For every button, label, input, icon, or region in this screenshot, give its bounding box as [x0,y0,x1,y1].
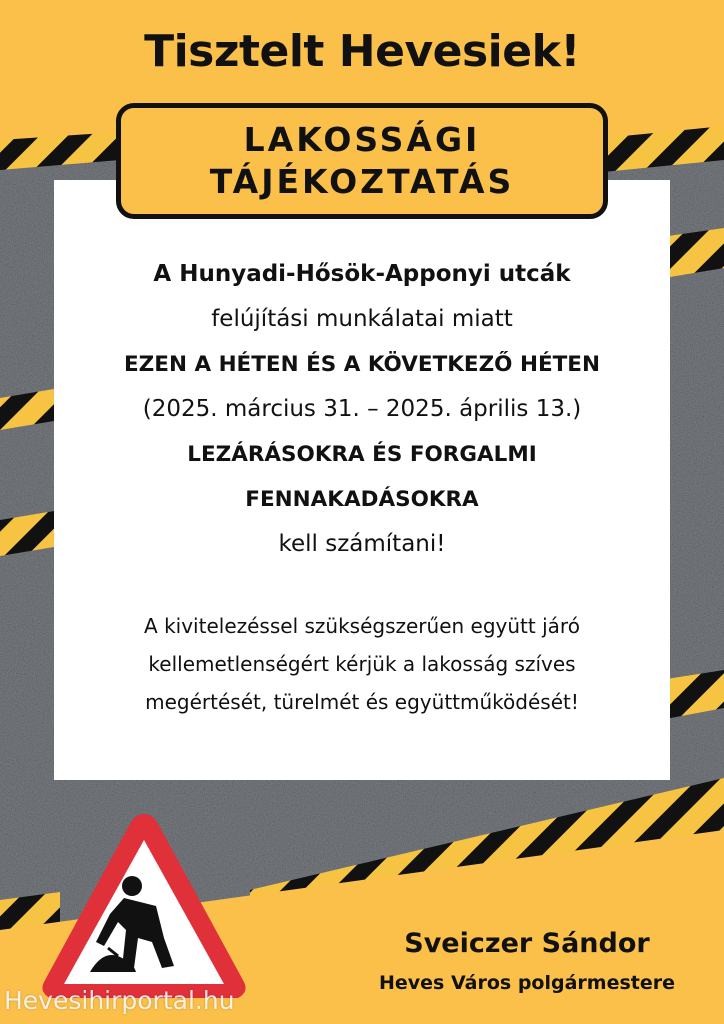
notice-period: EZEN A HÉTEN ÉS A KÖVETKEZŐ HÉTEN [124,352,600,377]
roadwork-warning-icon [38,806,250,1006]
notice-dates: (2025. március 31. – 2025. április 13.) [142,396,582,422]
page-title: Tisztelt Hevesiek! [144,26,580,77]
notice-paragraph-line2: kellemetlenségért kérjük a lakosság szíves [148,652,576,676]
signature-name: Sveiczer Sándor [404,928,650,959]
notice-label-box [116,103,608,219]
notice-label-line1: LAKOSSÁGI [243,120,481,159]
notice-closures: LEZÁRÁSOKRA ÉS FORGALMI [187,442,537,467]
notice-paragraph-line3: megértését, türelmét és együttműködését! [145,690,579,714]
notice-paragraph-line1: A kivitelezéssel szükségszerűen együtt járó [144,614,580,638]
signature-block [330,922,724,1000]
signature-role: Heves Város polgármestere [379,972,675,994]
notice-body [54,252,670,721]
watermark: Hevesihirportal.hu [4,986,235,1015]
notice-expect: kell számítani! [278,531,446,557]
notice-label-line2: TÁJÉKOZTATÁS [209,162,515,201]
spacer [54,567,670,607]
notice-reason: felújítási munkálatai miatt [211,306,513,332]
notice-disruptions: FENNAKADÁSOKRA [245,487,479,512]
notice-streets: A Hunyadi-Hősök-Apponyi utcák [153,261,571,287]
